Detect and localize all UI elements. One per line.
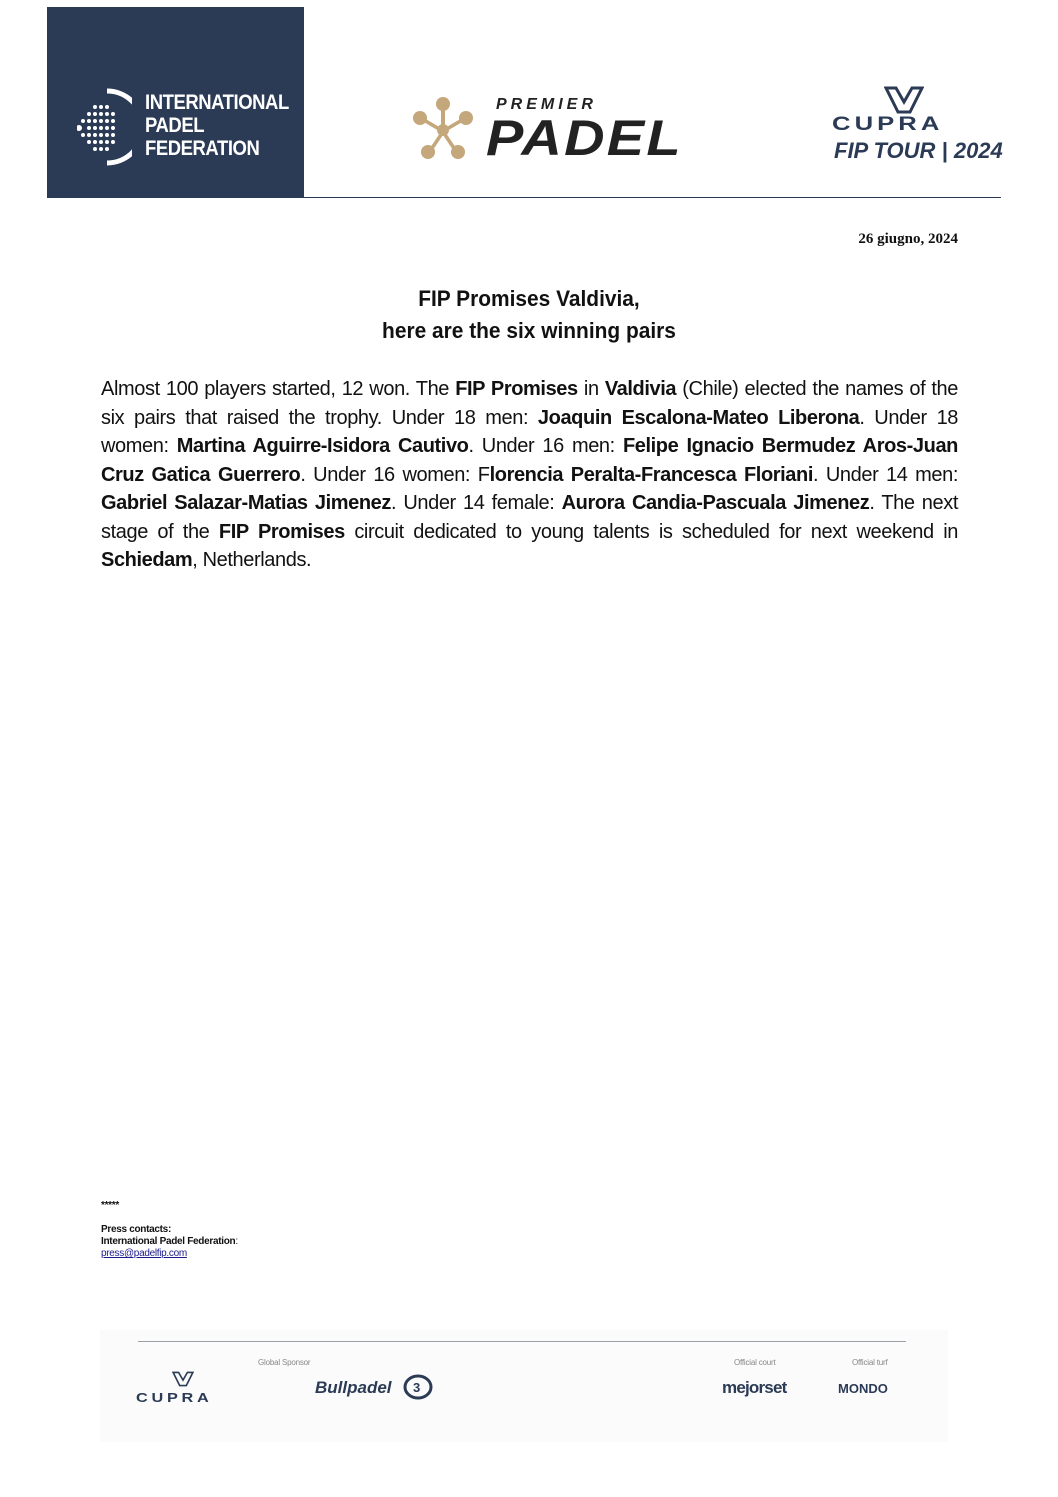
bold-run: Valdivia	[604, 378, 677, 400]
text-run: (Chile) elected the names of the six pairs that raised the trophy. Under 18 men:	[101, 378, 959, 429]
ipf-line-3: FEDERATION	[145, 137, 260, 160]
ipf-wordmark	[145, 91, 289, 160]
fip-tour-2024: FIP TOUR | 2024	[834, 138, 1003, 163]
press-contacts	[101, 1200, 238, 1260]
text-run: . Under 16 men:	[468, 435, 623, 457]
page-title	[26, 283, 1031, 347]
bold-run: Martina Aguirre-Isidora Cautivo	[176, 435, 469, 457]
bold-run: Gabriel Salazar-Matias Jimenez	[101, 492, 391, 514]
separator-stars: *****	[101, 1200, 119, 1211]
text-run: . Under 14 men:	[813, 463, 958, 486]
footer-cupra-word: CUPRA	[136, 1390, 213, 1405]
premier-word: PREMIER	[496, 96, 597, 113]
cupra-word: CUPRA	[832, 114, 944, 135]
text-run: . The next stage of the	[101, 492, 958, 543]
footer-cupra-emblem-icon	[172, 1370, 194, 1388]
release-date: 26 giugno, 2024	[858, 231, 958, 247]
text-run: Almost 100 players started, 12 won. The	[101, 378, 456, 400]
official-turf-label: Official turf	[852, 1358, 888, 1367]
cupra-emblem-icon	[884, 86, 924, 114]
footer-mejorset-logo: mejorset	[722, 1378, 787, 1397]
footer-divider	[138, 1341, 906, 1342]
global-sponsor-label: Global Sponsor	[258, 1358, 311, 1367]
bold-run: FIP Promises	[218, 520, 345, 543]
press-org-name: International Padel Federation	[101, 1236, 236, 1247]
text-run: in	[577, 378, 605, 400]
bullpadel-ring-icon	[402, 1374, 434, 1400]
ipf-logo-block	[47, 7, 304, 198]
text-run: . Under 14 female:	[390, 492, 562, 514]
press-label: Press contacts:	[101, 1224, 171, 1235]
cupra-fip-tour-logo	[832, 86, 1003, 166]
sponsor-footer	[100, 1330, 948, 1442]
ipf-ball-emblem-icon	[77, 87, 132, 167]
press-org-suffix: :	[235, 1236, 238, 1247]
footer-mondo-logo: MONDO	[838, 1381, 888, 1396]
footer-cupra-logo	[136, 1370, 232, 1410]
official-court-label: Official court	[734, 1358, 776, 1367]
bold-run: FIP Promises	[455, 378, 578, 400]
svg-text:3: 3	[413, 1380, 421, 1395]
body-paragraph	[101, 375, 958, 575]
premier-padel-star-icon	[412, 96, 474, 162]
press-org	[101, 1236, 238, 1248]
bold-run: Joaquin Escalona-Mateo Liberona	[537, 406, 860, 429]
title-line-2: here are the six winning pairs	[382, 318, 676, 343]
header-divider	[47, 197, 1001, 198]
title-line-1: FIP Promises Valdivia,	[418, 286, 640, 311]
text-run: , Netherlands.	[192, 549, 312, 571]
bold-run: lorencia Peralta-Francesca Floriani	[489, 463, 814, 486]
footer-bullpadel-logo: Bullpadel	[315, 1378, 392, 1397]
bold-run: Aurora Candia-Pascuala Jimenez	[561, 492, 870, 514]
bold-run: Felipe Ignacio Bermudez Aros-Juan Cruz Gatica Guerrero	[101, 435, 958, 486]
text-run: . Under 18 women:	[101, 406, 959, 457]
padel-word: PADEL	[486, 110, 683, 166]
ipf-line-1: INTERNATIONAL	[145, 91, 289, 114]
ipf-line-2: PADEL	[145, 114, 205, 137]
bold-run: Schiedam	[101, 549, 193, 571]
press-email-link[interactable]: press@padelfip.com	[101, 1248, 187, 1259]
text-run: . Under 16 women: F	[300, 463, 490, 486]
premier-padel-logo	[412, 96, 702, 166]
text-run: circuit dedicated to young talents is scheduled for next weekend in	[344, 520, 958, 543]
